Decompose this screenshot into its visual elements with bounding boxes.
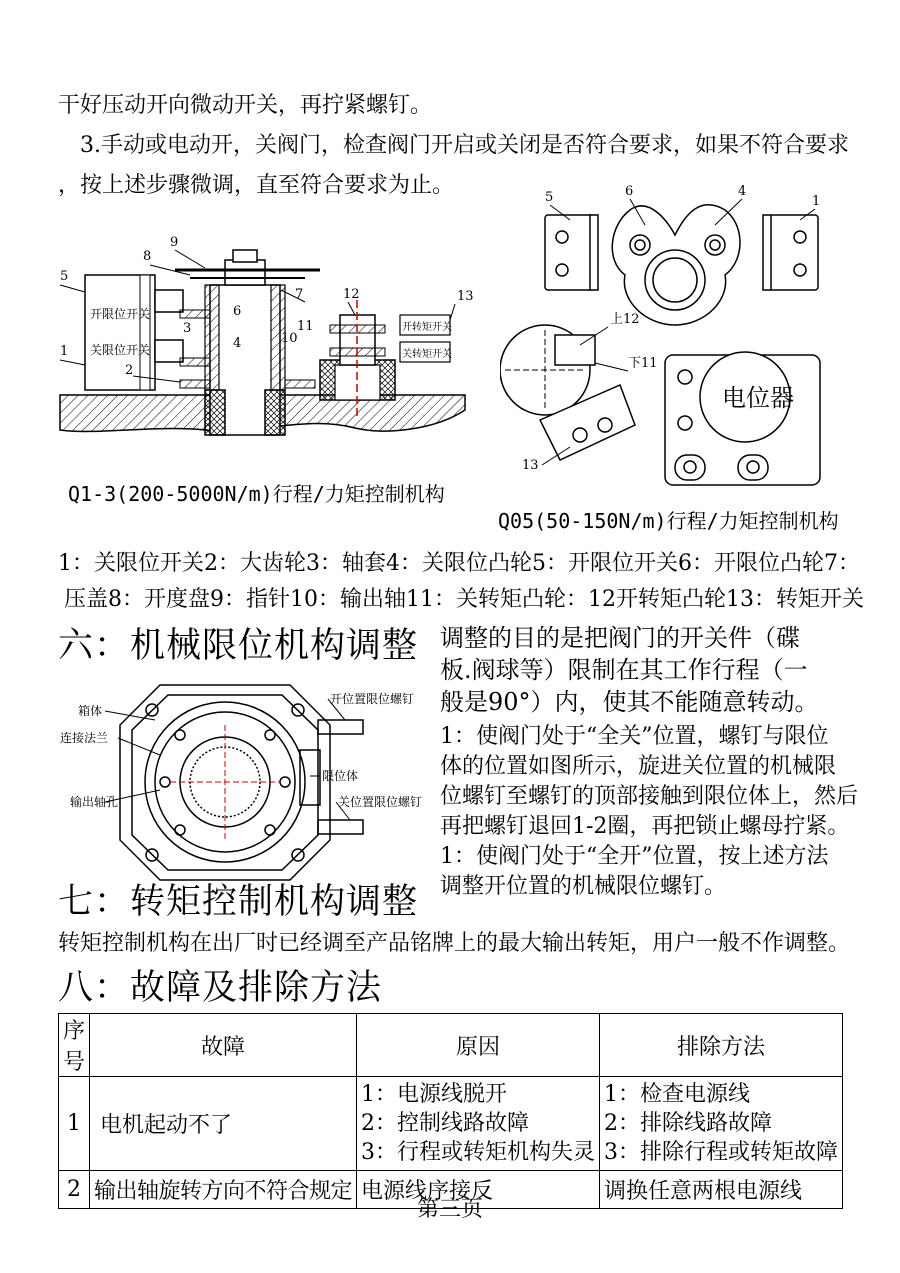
section-6-steps	[440, 722, 858, 902]
label-flange: 连接法兰	[60, 731, 109, 745]
mechanical-limit-figure	[60, 680, 440, 885]
callout-12: 12	[343, 287, 360, 302]
legend-line-1: 1：关限位开关2：大齿轮3：轴套4：关限位凸轮5：开限位开关6：开限位凸轮7：	[58, 551, 860, 576]
fix-item: 1：检查电源线	[604, 1082, 751, 1107]
fault-table	[58, 1013, 843, 1209]
step-line: 位螺钉至螺钉的顶部接触到限位体上，然后	[440, 784, 859, 809]
text-line-3: ，按上述步骤微调，直至符合要求为止。	[58, 173, 455, 198]
label-close-screw: 关位置限位螺钉	[338, 795, 423, 809]
row-fault: 输出轴旋转方向不符合规定	[90, 1171, 357, 1209]
label-stop: 限位体	[322, 769, 359, 783]
cause-item: 2：控制线路故障	[361, 1111, 530, 1136]
label-close-limit-switch: 关限位开关	[90, 343, 151, 357]
q1-3-mechanism-figure	[55, 230, 480, 450]
header-fault: 故障	[90, 1014, 357, 1077]
section-6-purpose	[440, 622, 819, 718]
callout-4: 4	[233, 336, 242, 351]
row-fault: 电机起动不了	[90, 1077, 357, 1171]
label-shaft-hole: 输出轴孔	[70, 795, 119, 809]
callout-2: 2	[125, 363, 134, 378]
callout-7: 7	[295, 287, 304, 302]
row-no: 2	[59, 1171, 90, 1209]
row-causes	[357, 1077, 600, 1171]
callout-down11: 下11	[628, 356, 658, 371]
label-open-screw: 开位置限位螺钉	[330, 692, 415, 706]
callout-5: 5	[60, 269, 69, 284]
callout-11: 11	[297, 319, 314, 334]
label-open-limit-switch: 开限位开关	[90, 307, 151, 321]
table-header-row	[59, 1014, 843, 1077]
label-box: 箱体	[78, 704, 103, 718]
callout-r13: 13	[522, 458, 539, 473]
callout-13: 13	[457, 289, 474, 304]
section-6-heading: 六：机械限位机构调整	[58, 626, 419, 666]
q05-mechanism-figure	[500, 185, 850, 495]
purpose-line: 调整的目的是把阀门的开关件（碟	[440, 624, 800, 652]
text-line-1: 干好压动开向微动开关，再拧紧螺钉。	[58, 93, 433, 118]
row-cause: 电源线序接反	[357, 1171, 600, 1209]
callout-6: 6	[233, 304, 242, 319]
purpose-line: 板.阀球等）限制在其工作行程（一	[440, 656, 808, 684]
callout-9: 9	[170, 235, 179, 250]
fix-item: 2：排除线路故障	[604, 1111, 773, 1136]
header-no: 序号	[59, 1014, 90, 1077]
cause-item: 1：电源线脱开	[361, 1082, 508, 1107]
section-8-heading: 八：故障及排除方法	[58, 968, 383, 1008]
callout-3: 3	[183, 321, 192, 336]
step-line: 体的位置如图所示，旋进关位置的机械限	[440, 754, 837, 779]
label-open-torque-switch: 开转矩开关	[402, 322, 452, 333]
step-line: 再把螺钉退回1-2圈，再把锁止螺母拧紧。	[440, 814, 850, 839]
q05-caption: Q05(50-150N/m)行程/力矩控制机构	[498, 509, 839, 533]
step-line: 1：使阀门处于“全关”位置，螺钉与限位	[440, 724, 829, 749]
callout-r1: 1	[812, 194, 821, 209]
row-no: 1	[59, 1077, 90, 1171]
header-cause: 原因	[357, 1014, 600, 1077]
step-line: 1：使阀门处于“全开”位置，按上述方法	[440, 844, 829, 869]
step-line: 调整开位置的机械限位螺钉。	[440, 874, 727, 899]
callout-10: 10	[281, 331, 298, 346]
callout-r6: 6	[625, 185, 634, 199]
legend-line-2: 压盖8：开度盘9：指针10：输出轴11：关转矩凸轮：12开转矩凸轮13：转矩开关	[64, 587, 864, 612]
callout-r4: 4	[738, 185, 747, 199]
callout-8: 8	[143, 249, 152, 264]
callout-r5: 5	[545, 190, 554, 205]
row-fix: 调换任意两根电源线	[600, 1171, 843, 1209]
section-7-text: 转矩控制机构在出厂时已经调至产品铭牌上的最大输出转矩，用户一般不作调整。	[58, 931, 851, 956]
callout-1: 1	[60, 344, 69, 359]
fix-item: 3：排除行程或转矩故障	[604, 1140, 839, 1165]
text-line-2: 3.手动或电动开，关阀门，检查阀门开启或关闭是否符合要求，如果不符合要求	[80, 133, 849, 158]
section-7-heading: 七：转矩控制机构调整	[58, 882, 419, 922]
row-fixes	[600, 1077, 843, 1171]
table-row	[59, 1077, 843, 1171]
purpose-line: 般是90°）内，使其不能随意转动。	[440, 688, 819, 716]
potentiometer-label: 电位器	[722, 384, 794, 412]
header-fix: 排除方法	[600, 1014, 843, 1077]
page-number: 第三页	[416, 1197, 483, 1222]
label-close-torque-switch: 关转矩开关	[402, 349, 452, 360]
q1-3-caption: Q1-3(200-5000N/m)行程/力矩控制机构	[68, 482, 445, 506]
callout-up12: 上12	[610, 312, 640, 327]
cause-item: 3：行程或转矩机构失灵	[361, 1140, 596, 1165]
